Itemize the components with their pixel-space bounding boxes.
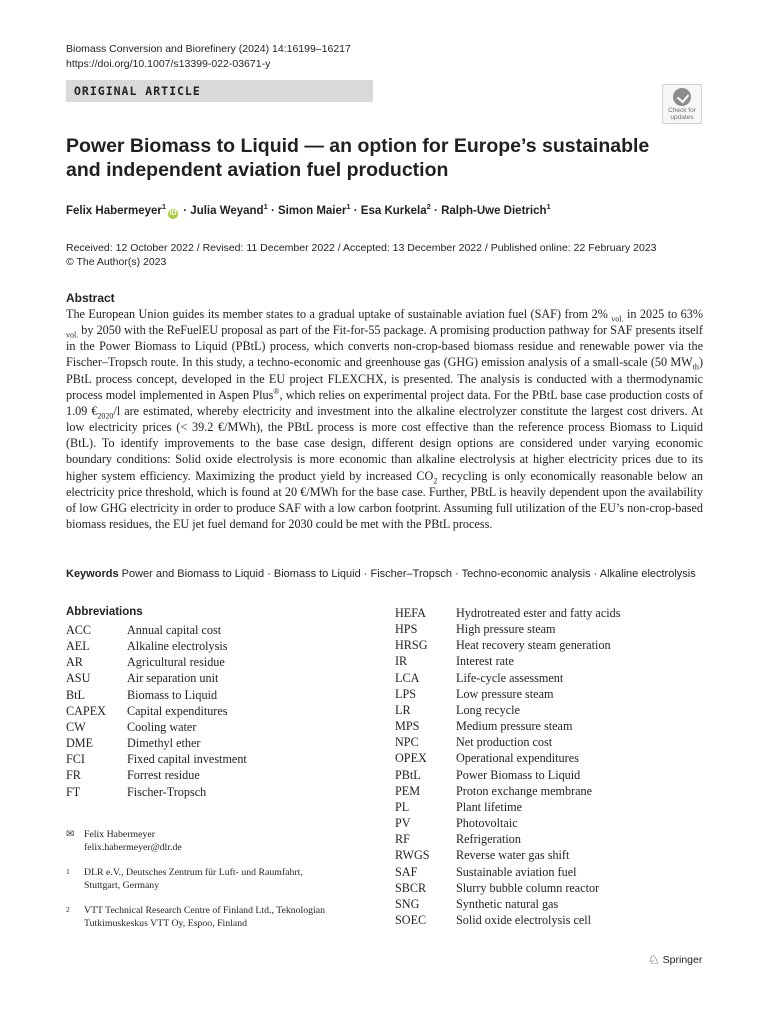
- abbreviation-term: SNG: [395, 896, 420, 911]
- abstract-text: The European Union guides its member states to a gradual uptake of sustainable aviation fuel (SAF) from 2% $_{vol.}$ in 2025 to 63% $_{vol.}$ by 2050 with the ReFuelEU proposal as part of the Fit-for-55 package. A promising production pathway for SAF presents itself in the Power Biomass to Liquid (PBtL) process, which converts non-crop-based biomass residue and renewable power via the Fischer–Tropsch route. In this study, a techno-economic and greenhouse gas (GHG) emission analysis of a small-scale (50 $MW_{th}$) PBtL process concept, developed in the EU project FLEXCHX, is presented. The analysis is conducted with a thermodynamic process model implemented in Aspen Plus®, which relies on experimental project data. For the PBtL base case production costs of 1.09 $€_{2020}/l$ are estimated, whereby electricity and investment into the alkaline electrolyzer constitute the largest cost drivers. At low electricity prices (< 39.2 €/MWh), the PBtL process is more cost effective than the reference process Biomass to Liquid (BtL). To identify improvements to the base case design, different design options are considered under varying economic boundary conditions: Solid oxide electrolysis is more economic than alkaline electrolysis at higher electricity prices due to its higher system efficiency. Maximizing the product yield by increased $CO_2$ recycling is only economically reasonable below an electricity price threshold, which is found at 20 €/MWh for the base case. Further, PBtL is heavily dependent upon the availability of low GHG electricity in order to produce SAF with a low carbon footprint. Assuming full utilization of the EU’s non-crop-based biomass residues, the EU jet fuel demand for 2030 could be met with the PBtL process.: [66, 307, 704, 532]
- abbreviation-term: ACC: [66, 623, 92, 637]
- abbreviations-heading: Abbreviations: [66, 606, 143, 618]
- abbreviation-definition: Slurry bubble column reactor: [456, 880, 600, 895]
- abbreviation-definition: Medium pressure steam: [456, 719, 573, 734]
- abbreviation-row: [395, 718, 620, 734]
- abbreviation-term: FCI: [66, 752, 85, 767]
- abbreviation-term: AEL: [66, 639, 90, 654]
- author-affiliation: 1: [546, 202, 551, 212]
- abbreviation-definition: Forrest residue: [127, 768, 200, 783]
- check-for-updates-badge[interactable]: [662, 84, 702, 124]
- abbreviation-definition: High pressure steam: [456, 622, 556, 637]
- orcid-icon[interactable]: iD: [169, 210, 177, 217]
- abbreviation-definition: Interest rate: [456, 654, 514, 669]
- publication-dates: [66, 241, 657, 269]
- abbreviation-term: HPS: [395, 622, 418, 637]
- abbreviation-definition: Air separation unit: [127, 671, 219, 686]
- abbreviation-term: LR: [395, 702, 411, 717]
- affiliation-footnote: [66, 867, 366, 892]
- abbreviation-term: FR: [66, 768, 81, 783]
- abbreviation-row: [395, 799, 620, 815]
- abbreviation-definition: Annual capital cost: [127, 623, 222, 637]
- publisher-logo: [648, 952, 702, 968]
- author-affiliation: 1: [346, 202, 351, 212]
- affiliation-number: 1: [66, 867, 70, 876]
- author-name[interactable]: Ralph-Uwe Dietrich: [441, 205, 547, 217]
- abbreviation-term: PBtL: [395, 767, 421, 782]
- abbreviation-term: NPC: [395, 735, 419, 750]
- journal-header: [66, 42, 351, 72]
- abbreviation-row: [66, 784, 247, 800]
- abbreviation-definition: Capital expenditures: [127, 703, 228, 718]
- abbreviation-definition: Photovoltaic: [456, 816, 518, 831]
- doi-link[interactable]: https://doi.org/10.1007/s13399-022-03671-y: [66, 58, 271, 70]
- abbreviation-term: PL: [395, 799, 410, 814]
- abbreviation-row: [395, 783, 620, 799]
- abbreviation-row: [66, 622, 247, 638]
- copyright-line: © The Author(s) 2023: [66, 256, 167, 268]
- abbreviation-definition: Long recycle: [456, 702, 520, 717]
- abbreviation-definition: Biomass to Liquid: [127, 687, 218, 702]
- author-name[interactable]: Esa Kurkela: [360, 205, 427, 217]
- abbreviation-term: OPEX: [395, 751, 427, 766]
- abbreviation-definition: Alkaline electrolysis: [127, 639, 228, 654]
- abbreviation-definition: Plant lifetime: [456, 799, 523, 814]
- abbreviation-definition: Synthetic natural gas: [456, 896, 559, 911]
- dates-line: Received: 12 October 2022 / Revised: 11 December 2022 / Accepted: 13 December 2022 / Published online: 22 February 2023: [66, 242, 657, 254]
- abstract-heading: Abstract: [66, 291, 115, 305]
- publisher-name: Springer: [662, 954, 703, 966]
- abbreviation-row: [66, 654, 247, 670]
- check-updates-icon: [673, 88, 691, 106]
- abbreviation-term: RF: [395, 832, 410, 847]
- abbreviation-row: [395, 605, 620, 621]
- abbreviation-definition: Fixed capital investment: [127, 752, 247, 767]
- abbreviation-term: AR: [66, 655, 83, 670]
- abbreviation-term: FT: [66, 784, 81, 799]
- abbreviation-row: [66, 638, 247, 654]
- contact-name: Felix Habermeyer: [84, 829, 155, 840]
- abbreviation-row: [395, 864, 620, 880]
- abbreviation-row: [66, 703, 247, 719]
- abbreviation-definition: Sustainable aviation fuel: [456, 864, 577, 879]
- keywords-text: Power and Biomass to Liquid · Biomass to Liquid · Fischer–Tropsch · Techno-economic analysis · Alkaline electrolysis: [121, 568, 696, 580]
- abbreviation-row: [395, 702, 620, 718]
- author-name[interactable]: Felix Habermeyer: [66, 205, 162, 217]
- author-name[interactable]: Simon Maier: [278, 205, 347, 217]
- abbreviation-definition: Cooling water: [127, 719, 197, 734]
- abbreviation-definition: Fischer-Tropsch: [127, 784, 207, 799]
- author-list: Felix Habermeyer$^1$iD · Julia Weyand$^1$ · Simon Maier$^1$ · Esa Kurkela$^2$ · Ralph-Uwe Dietrich$^1$: [66, 202, 551, 217]
- affiliation-line: VTT Technical Research Centre of Finland Ltd., Teknologian: [84, 905, 326, 916]
- keywords-label: Keywords: [66, 568, 119, 580]
- abbreviation-definition: Low pressure steam: [456, 686, 554, 701]
- abbreviation-definition: Reverse water gas shift: [456, 848, 570, 863]
- abbreviation-definition: Power Biomass to Liquid: [456, 767, 581, 782]
- article-title: Power Biomass to Liquid — an option for Europe’s sustainable and independent aviation fuel production: [66, 135, 650, 181]
- abbreviation-term: HRSG: [395, 638, 428, 653]
- abbreviation-definition: Agricultural residue: [127, 655, 225, 670]
- abbreviation-term: PV: [395, 816, 411, 831]
- abbreviation-row: [395, 670, 620, 686]
- abbreviation-term: MPS: [395, 719, 420, 734]
- author-affiliation: 1: [161, 202, 167, 212]
- abbreviation-row: [395, 880, 620, 896]
- abbreviation-row: [395, 896, 620, 912]
- abbreviation-row: [66, 751, 247, 767]
- abbreviation-term: DME: [66, 736, 94, 751]
- footnotes: [66, 829, 366, 930]
- abbreviations-left-column: [66, 622, 247, 800]
- envelope-icon: ✉: [66, 829, 75, 840]
- abbreviation-definition: Proton exchange membrane: [456, 783, 593, 798]
- author-affiliation: 2: [426, 202, 431, 212]
- abbreviation-term: HEFA: [395, 606, 426, 620]
- author-affiliation: 1: [263, 202, 268, 212]
- abbreviation-definition: Refrigeration: [456, 832, 521, 847]
- abbreviation-term: IR: [395, 654, 408, 669]
- affiliation-line: Tutkimuskeskus VTT Oy, Espoo, Finland: [84, 917, 248, 929]
- abbreviation-definition: Operational expenditures: [456, 751, 579, 766]
- corresponding-author: [66, 829, 366, 854]
- abbreviation-term: SOEC: [395, 912, 427, 927]
- abbreviations-right-column: [395, 605, 620, 928]
- badge-text-1: Check for: [668, 107, 696, 114]
- author-name[interactable]: Julia Weyand: [190, 205, 264, 217]
- abbreviation-term: ASU: [66, 671, 91, 686]
- abbreviation-definition: Hydrotreated ester and fatty acids: [456, 606, 621, 620]
- abbreviation-row: [66, 767, 247, 783]
- affiliation-line: Stuttgart, Germany: [84, 879, 160, 891]
- abbreviation-row: [395, 831, 620, 847]
- abbreviation-term: RWGS: [395, 848, 430, 863]
- abbreviation-definition: Dimethyl ether: [127, 736, 201, 751]
- abbreviation-row: [66, 670, 247, 686]
- affiliation-line: DLR e.V., Deutsches Zentrum für Luft- und Raumfahrt,: [84, 867, 303, 878]
- abbreviation-row: [395, 847, 620, 863]
- abbreviation-row: [395, 912, 620, 928]
- abbreviation-row: [66, 687, 247, 703]
- abbreviation-term: LPS: [395, 686, 417, 701]
- abbreviation-row: [395, 686, 620, 702]
- abbreviation-row: [395, 815, 620, 831]
- abbreviation-row: [395, 637, 620, 653]
- abbreviation-term: BtL: [66, 687, 85, 702]
- abbreviation-row: [395, 621, 620, 637]
- abbreviation-definition: Solid oxide electrolysis cell: [456, 912, 592, 927]
- abbreviation-term: SAF: [395, 864, 418, 879]
- abbreviation-definition: Net production cost: [456, 735, 553, 750]
- badge-text-2: updates: [670, 114, 694, 121]
- abbreviation-row: [395, 734, 620, 750]
- springer-horse-icon: ♘: [648, 952, 660, 967]
- abbreviation-row: [395, 767, 620, 783]
- journal-citation: Biomass Conversion and Biorefinery (2024) 14:16199–16217: [66, 43, 351, 55]
- abbreviation-definition: Heat recovery steam generation: [456, 638, 611, 653]
- abbreviation-row: [66, 719, 247, 735]
- affiliation-footnote: [66, 905, 366, 930]
- abbreviation-term: CAPEX: [66, 703, 106, 718]
- article-type-label: ORIGINAL ARTICLE: [66, 80, 373, 102]
- abbreviation-term: PEM: [395, 783, 421, 798]
- abbreviation-term: CW: [66, 719, 86, 734]
- abbreviation-row: [395, 750, 620, 766]
- affiliation-number: 2: [66, 905, 70, 914]
- contact-email[interactable]: felix.habermeyer@dlr.de: [84, 841, 182, 853]
- abbreviation-term: LCA: [395, 670, 420, 685]
- abbreviation-definition: Life-cycle assessment: [456, 670, 564, 685]
- abbreviation-term: SBCR: [395, 880, 427, 895]
- keywords: [66, 566, 706, 582]
- abbreviation-row: [66, 735, 247, 751]
- abbreviation-row: [395, 653, 620, 669]
